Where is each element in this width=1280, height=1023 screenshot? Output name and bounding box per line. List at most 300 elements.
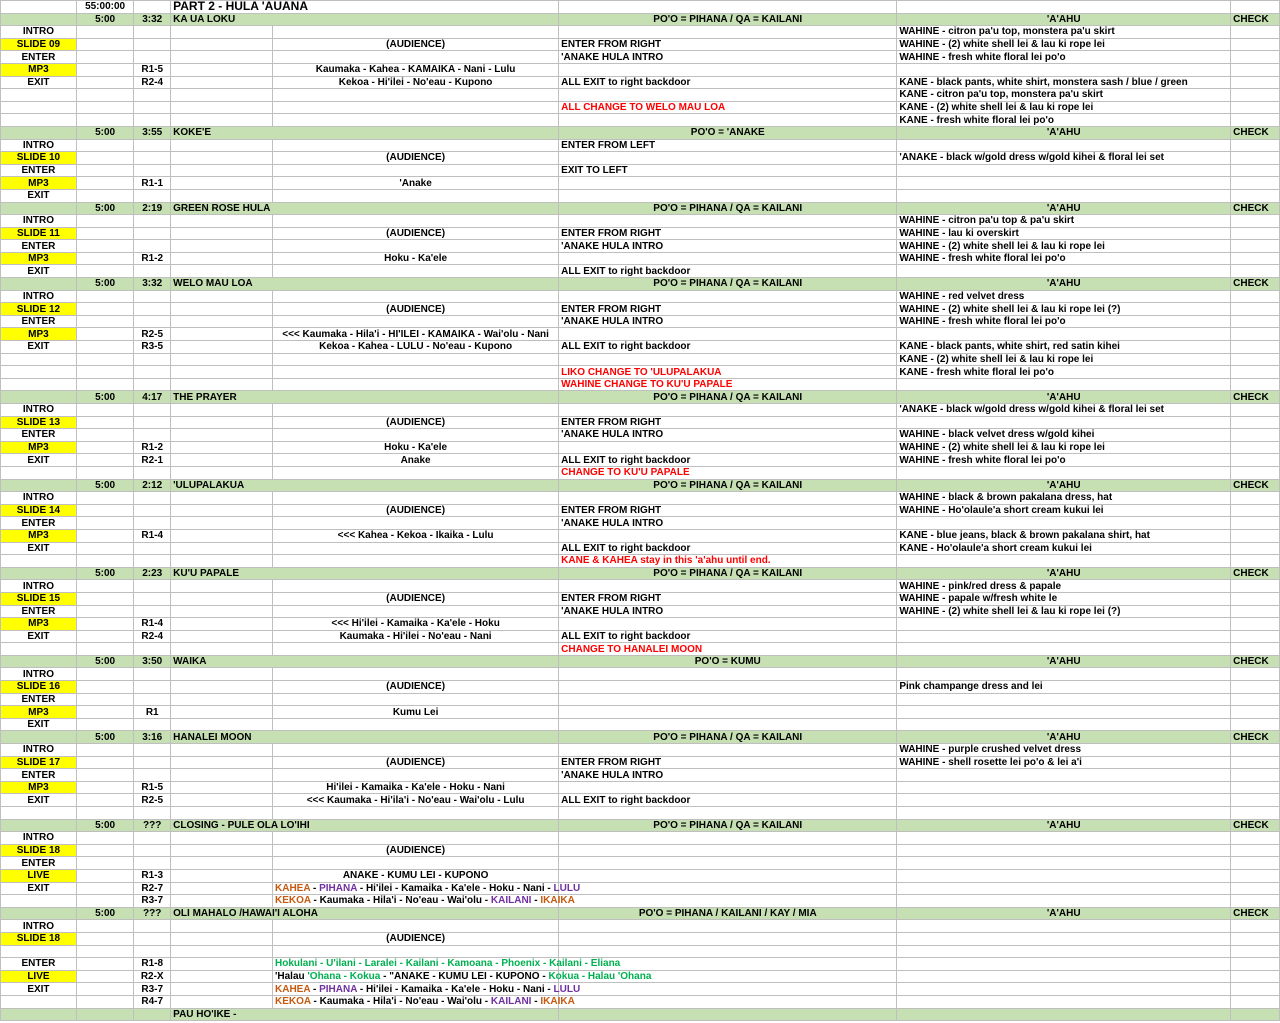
cell[interactable] bbox=[171, 807, 273, 820]
time-cell[interactable]: R4-7 bbox=[134, 995, 171, 1008]
costume-cell[interactable]: 'A'AHU bbox=[897, 391, 1231, 404]
dancers-cell[interactable] bbox=[273, 89, 559, 102]
check-cell[interactable] bbox=[1231, 529, 1280, 542]
stage-notes-cell[interactable] bbox=[559, 353, 897, 366]
costume-cell[interactable]: KANE - black pants, white shirt, monstera sash / blue / green bbox=[897, 76, 1231, 89]
costume-cell[interactable]: KANE - citron pa'u top, monstera pa'u skirt bbox=[897, 89, 1231, 102]
costume-cell[interactable] bbox=[897, 630, 1231, 643]
stage-notes-cell[interactable]: PO'O = PIHANA / KAILANI / KAY / MIA bbox=[559, 907, 897, 920]
costume-cell[interactable]: KANE - fresh white floral lei po'o bbox=[897, 366, 1231, 379]
stage-notes-cell[interactable]: PO'O = PIHANA / QA = KAILANI bbox=[559, 479, 897, 492]
cell[interactable] bbox=[171, 958, 273, 971]
cell[interactable] bbox=[171, 592, 273, 605]
check-cell[interactable] bbox=[1231, 227, 1280, 240]
cell[interactable] bbox=[171, 869, 273, 882]
stage-notes-cell[interactable]: PO'O = PIHANA / QA = KAILANI bbox=[559, 567, 897, 580]
cell[interactable] bbox=[171, 983, 273, 996]
cell[interactable] bbox=[171, 492, 273, 505]
check-cell[interactable] bbox=[1231, 920, 1280, 933]
time-cell[interactable]: R2-5 bbox=[134, 328, 171, 341]
stage-notes-cell[interactable]: ENTER FROM RIGHT bbox=[559, 227, 897, 240]
check-cell[interactable] bbox=[1231, 466, 1280, 479]
time-cell[interactable] bbox=[134, 769, 171, 782]
dancers-cell[interactable]: Kaumaka - Hi'ilei - No'eau - Nani bbox=[273, 630, 559, 643]
check-cell[interactable] bbox=[1231, 63, 1280, 76]
cell[interactable] bbox=[171, 529, 273, 542]
time-cell[interactable] bbox=[134, 693, 171, 706]
time-cell[interactable] bbox=[134, 114, 171, 127]
cue-cell[interactable]: INTRO bbox=[1, 832, 77, 845]
check-cell[interactable] bbox=[1231, 832, 1280, 845]
cell[interactable] bbox=[171, 630, 273, 643]
cell[interactable] bbox=[171, 857, 273, 870]
cell[interactable] bbox=[171, 265, 273, 278]
time-cell[interactable]: R1-3 bbox=[134, 869, 171, 882]
time-cell[interactable] bbox=[134, 26, 171, 39]
cell[interactable] bbox=[171, 177, 273, 190]
cue-cell[interactable] bbox=[1, 995, 77, 1008]
duration-cell[interactable] bbox=[76, 580, 133, 593]
cue-cell[interactable]: EXIT bbox=[1, 265, 77, 278]
check-cell[interactable] bbox=[1231, 366, 1280, 379]
duration-cell[interactable] bbox=[76, 517, 133, 530]
cell[interactable] bbox=[171, 945, 273, 958]
duration-cell[interactable] bbox=[76, 693, 133, 706]
cue-cell[interactable]: INTRO bbox=[1, 580, 77, 593]
costume-cell[interactable] bbox=[897, 643, 1231, 656]
check-cell[interactable]: CHECK bbox=[1231, 126, 1280, 139]
cue-cell[interactable]: EXIT bbox=[1, 189, 77, 202]
cell[interactable] bbox=[171, 454, 273, 467]
cue-cell[interactable]: ENTER bbox=[1, 164, 77, 177]
costume-cell[interactable]: WAHINE - (2) white shell lei & lau ki rope lei (?) bbox=[897, 303, 1231, 316]
duration-cell[interactable] bbox=[76, 38, 133, 51]
costume-cell[interactable]: WAHINE - fresh white floral lei po'o bbox=[897, 51, 1231, 64]
duration-cell[interactable]: 5:00 bbox=[76, 13, 133, 26]
duration-cell[interactable] bbox=[76, 63, 133, 76]
stage-notes-cell[interactable]: ALL CHANGE TO WELO MAU LOA bbox=[559, 101, 897, 114]
dancers-cell[interactable]: <<< Kaumaka - Hi'ila'i - No'eau - Wai'olu - Lulu bbox=[273, 794, 559, 807]
cell[interactable] bbox=[171, 164, 273, 177]
time-cell[interactable]: R2-4 bbox=[134, 630, 171, 643]
cell[interactable] bbox=[171, 26, 273, 39]
dancers-cell[interactable]: (AUDIENCE) bbox=[273, 303, 559, 316]
check-cell[interactable] bbox=[1231, 970, 1280, 983]
stage-notes-cell[interactable] bbox=[559, 114, 897, 127]
duration-cell[interactable] bbox=[76, 592, 133, 605]
duration-cell[interactable] bbox=[76, 114, 133, 127]
song-title-cell[interactable]: KA UA LOKU bbox=[171, 13, 559, 26]
stage-notes-cell[interactable]: ENTER FROM RIGHT bbox=[559, 592, 897, 605]
stage-notes-cell[interactable]: ALL EXIT to right backdoor bbox=[559, 454, 897, 467]
cell[interactable] bbox=[171, 756, 273, 769]
costume-cell[interactable]: 'A'AHU bbox=[897, 202, 1231, 215]
dancers-cell[interactable]: (AUDIENCE) bbox=[273, 932, 559, 945]
cue-cell[interactable] bbox=[1, 378, 77, 391]
duration-cell[interactable] bbox=[76, 756, 133, 769]
costume-cell[interactable] bbox=[897, 177, 1231, 190]
time-cell[interactable]: R3-7 bbox=[134, 895, 171, 908]
time-cell[interactable] bbox=[134, 240, 171, 253]
check-cell[interactable] bbox=[1231, 542, 1280, 555]
check-cell[interactable] bbox=[1231, 290, 1280, 303]
check-cell[interactable] bbox=[1231, 504, 1280, 517]
costume-cell[interactable]: 'A'AHU bbox=[897, 819, 1231, 832]
dancers-cell[interactable] bbox=[273, 970, 652, 983]
stage-notes-cell[interactable] bbox=[559, 492, 897, 505]
time-cell[interactable]: 4:17 bbox=[134, 391, 171, 404]
stage-notes-cell[interactable]: ENTER FROM RIGHT bbox=[559, 756, 897, 769]
stage-notes-cell[interactable]: ALL EXIT to right backdoor bbox=[559, 341, 897, 354]
duration-cell[interactable] bbox=[76, 718, 133, 731]
duration-cell[interactable] bbox=[76, 189, 133, 202]
part-title[interactable]: PART 2 - HULA 'AUANA bbox=[171, 1, 559, 14]
dancers-cell[interactable] bbox=[273, 920, 559, 933]
check-cell[interactable] bbox=[1231, 794, 1280, 807]
cue-cell[interactable]: SLIDE 10 bbox=[1, 152, 77, 165]
dancers-cell[interactable] bbox=[273, 769, 559, 782]
stage-notes-cell[interactable] bbox=[559, 832, 897, 845]
cue-cell[interactable]: MP3 bbox=[1, 63, 77, 76]
check-cell[interactable] bbox=[1231, 441, 1280, 454]
cue-cell[interactable]: MP3 bbox=[1, 706, 77, 719]
cue-cell[interactable]: LIVE bbox=[1, 869, 77, 882]
stage-notes-cell[interactable]: PO'O = PIHANA / QA = KAILANI bbox=[559, 391, 897, 404]
duration-cell[interactable] bbox=[76, 882, 133, 895]
cell[interactable] bbox=[171, 466, 273, 479]
costume-cell[interactable]: WAHINE - (2) white shell lei & lau ki rope lei bbox=[897, 38, 1231, 51]
costume-cell[interactable]: WAHINE - black velvet dress w/gold kihei bbox=[897, 429, 1231, 442]
stage-notes-cell[interactable]: ALL EXIT to right backdoor bbox=[559, 542, 897, 555]
costume-cell[interactable]: WAHINE - (2) white shell lei & lau ki rope lei bbox=[897, 240, 1231, 253]
check-cell[interactable] bbox=[1231, 139, 1280, 152]
cue-cell[interactable] bbox=[1, 895, 77, 908]
cell[interactable] bbox=[171, 378, 273, 391]
cue-cell[interactable] bbox=[1, 366, 77, 379]
time-cell[interactable]: R3-5 bbox=[134, 341, 171, 354]
time-cell[interactable]: R2-4 bbox=[134, 76, 171, 89]
cell[interactable] bbox=[171, 366, 273, 379]
cue-cell[interactable]: INTRO bbox=[1, 668, 77, 681]
duration-cell[interactable] bbox=[76, 555, 133, 568]
check-cell[interactable] bbox=[1231, 580, 1280, 593]
cue-cell[interactable] bbox=[1, 126, 77, 139]
time-cell[interactable] bbox=[134, 303, 171, 316]
duration-cell[interactable] bbox=[76, 744, 133, 757]
stage-notes-cell[interactable] bbox=[559, 441, 897, 454]
dancers-cell[interactable] bbox=[273, 353, 559, 366]
stage-notes-cell[interactable] bbox=[559, 580, 897, 593]
check-cell[interactable] bbox=[1231, 240, 1280, 253]
dancers-cell[interactable] bbox=[273, 466, 559, 479]
check-cell[interactable] bbox=[1231, 643, 1280, 656]
time-cell[interactable] bbox=[134, 592, 171, 605]
cue-cell[interactable] bbox=[1, 13, 77, 26]
cue-cell[interactable]: INTRO bbox=[1, 920, 77, 933]
costume-cell[interactable] bbox=[897, 706, 1231, 719]
time-cell[interactable]: R1-5 bbox=[134, 63, 171, 76]
stage-notes-cell[interactable]: PO'O = PIHANA / QA = KAILANI bbox=[559, 13, 897, 26]
check-cell[interactable] bbox=[1231, 404, 1280, 417]
cue-cell[interactable] bbox=[1, 655, 77, 668]
time-cell[interactable]: 3:32 bbox=[134, 13, 171, 26]
time-cell[interactable] bbox=[134, 580, 171, 593]
check-cell[interactable] bbox=[1231, 807, 1280, 820]
stage-notes-cell[interactable] bbox=[559, 895, 897, 908]
costume-cell[interactable]: 'A'AHU bbox=[897, 126, 1231, 139]
cell[interactable] bbox=[171, 693, 273, 706]
duration-cell[interactable] bbox=[76, 844, 133, 857]
costume-cell[interactable]: 'A'AHU bbox=[897, 567, 1231, 580]
costume-cell[interactable]: 'A'AHU bbox=[897, 731, 1231, 744]
stage-notes-cell[interactable]: ALL EXIT to right backdoor bbox=[559, 630, 897, 643]
cue-cell[interactable]: SLIDE 15 bbox=[1, 592, 77, 605]
song-title-cell[interactable]: HANALEI MOON bbox=[171, 731, 559, 744]
cue-cell[interactable]: SLIDE 13 bbox=[1, 416, 77, 429]
cue-cell[interactable] bbox=[1, 807, 77, 820]
cue-cell[interactable]: MP3 bbox=[1, 177, 77, 190]
time-cell[interactable] bbox=[134, 51, 171, 64]
time-cell[interactable]: R1 bbox=[134, 706, 171, 719]
dancers-cell[interactable] bbox=[273, 315, 559, 328]
duration-cell[interactable] bbox=[76, 416, 133, 429]
cell[interactable] bbox=[171, 517, 273, 530]
dancers-cell[interactable] bbox=[273, 882, 581, 895]
dancers-cell[interactable] bbox=[273, 139, 559, 152]
check-cell[interactable] bbox=[1231, 718, 1280, 731]
dancers-cell[interactable]: (AUDIENCE) bbox=[273, 592, 559, 605]
stage-notes-cell[interactable]: ALL EXIT to right backdoor bbox=[559, 265, 897, 278]
cue-cell[interactable]: INTRO bbox=[1, 26, 77, 39]
costume-cell[interactable]: WAHINE - shell rosette lei po'o & lei a'i bbox=[897, 756, 1231, 769]
cue-cell[interactable]: EXIT bbox=[1, 76, 77, 89]
costume-cell[interactable] bbox=[897, 945, 1231, 958]
cell[interactable] bbox=[171, 882, 273, 895]
check-cell[interactable]: CHECK bbox=[1231, 202, 1280, 215]
time-cell[interactable]: 2:23 bbox=[134, 567, 171, 580]
check-cell[interactable] bbox=[1231, 189, 1280, 202]
stage-notes-cell[interactable] bbox=[559, 882, 897, 895]
time-cell[interactable] bbox=[134, 152, 171, 165]
song-title-cell[interactable]: 'ULUPALAKUA bbox=[171, 479, 559, 492]
cell[interactable] bbox=[134, 1, 171, 14]
costume-cell[interactable]: 'A'AHU bbox=[897, 907, 1231, 920]
cue-cell[interactable] bbox=[1, 114, 77, 127]
check-cell[interactable] bbox=[1231, 492, 1280, 505]
costume-cell[interactable]: WAHINE - (2) white shell lei & lau ki rope lei (?) bbox=[897, 605, 1231, 618]
dancers-cell[interactable]: (AUDIENCE) bbox=[273, 38, 559, 51]
costume-cell[interactable]: KANE - Ho'olaule'a short cream kukui lei bbox=[897, 542, 1231, 555]
check-cell[interactable] bbox=[1231, 89, 1280, 102]
duration-cell[interactable] bbox=[76, 454, 133, 467]
check-cell[interactable]: CHECK bbox=[1231, 819, 1280, 832]
cue-cell[interactable]: SLIDE 16 bbox=[1, 681, 77, 694]
costume-cell[interactable] bbox=[897, 920, 1231, 933]
cue-cell[interactable] bbox=[1, 101, 77, 114]
dancers-cell[interactable]: (AUDIENCE) bbox=[273, 756, 559, 769]
duration-cell[interactable] bbox=[76, 152, 133, 165]
time-cell[interactable]: R2-1 bbox=[134, 454, 171, 467]
cue-cell[interactable]: INTRO bbox=[1, 744, 77, 757]
cell[interactable] bbox=[171, 504, 273, 517]
cell[interactable] bbox=[559, 1, 897, 14]
dancers-cell[interactable] bbox=[273, 215, 559, 228]
costume-cell[interactable]: KANE - (2) white shell lei & lau ki rope lei bbox=[897, 101, 1231, 114]
stage-notes-cell[interactable]: 'ANAKE HULA INTRO bbox=[559, 51, 897, 64]
costume-cell[interactable]: 'A'AHU bbox=[897, 479, 1231, 492]
stage-notes-cell[interactable]: ENTER FROM LEFT bbox=[559, 139, 897, 152]
stage-notes-cell[interactable] bbox=[559, 869, 897, 882]
cell[interactable] bbox=[171, 315, 273, 328]
cue-cell[interactable]: MP3 bbox=[1, 252, 77, 265]
duration-cell[interactable] bbox=[76, 769, 133, 782]
check-cell[interactable] bbox=[1231, 895, 1280, 908]
dancers-cell[interactable]: (AUDIENCE) bbox=[273, 844, 559, 857]
dancers-cell[interactable]: Kumu Lei bbox=[273, 706, 559, 719]
cue-cell[interactable]: SLIDE 18 bbox=[1, 932, 77, 945]
time-cell[interactable]: ??? bbox=[134, 907, 171, 920]
cue-cell[interactable]: INTRO bbox=[1, 215, 77, 228]
song-title-cell[interactable]: CLOSING - PULE OLA LO'IHI bbox=[171, 819, 559, 832]
dancers-cell[interactable] bbox=[273, 366, 559, 379]
cue-cell[interactable]: ENTER bbox=[1, 240, 77, 253]
time-cell[interactable]: 3:50 bbox=[134, 655, 171, 668]
time-cell[interactable] bbox=[134, 744, 171, 757]
duration-cell[interactable] bbox=[76, 983, 133, 996]
stage-notes-cell[interactable]: PO'O = PIHANA / QA = KAILANI bbox=[559, 278, 897, 291]
duration-cell[interactable] bbox=[76, 51, 133, 64]
duration-cell[interactable] bbox=[76, 605, 133, 618]
stage-notes-cell[interactable] bbox=[559, 290, 897, 303]
check-cell[interactable] bbox=[1231, 114, 1280, 127]
dancers-cell[interactable] bbox=[273, 492, 559, 505]
cue-cell[interactable] bbox=[1, 202, 77, 215]
cell[interactable] bbox=[171, 227, 273, 240]
stage-notes-cell[interactable]: ALL EXIT to right backdoor bbox=[559, 76, 897, 89]
stage-notes-cell[interactable] bbox=[559, 89, 897, 102]
stage-notes-cell[interactable] bbox=[559, 177, 897, 190]
costume-cell[interactable] bbox=[897, 693, 1231, 706]
cue-cell[interactable]: EXIT bbox=[1, 983, 77, 996]
check-cell[interactable] bbox=[1231, 618, 1280, 631]
check-cell[interactable] bbox=[1231, 454, 1280, 467]
stage-notes-cell[interactable] bbox=[559, 857, 897, 870]
dancers-cell[interactable]: Kaumaka - Kahea - KAMAIKA - Nani - Lulu bbox=[273, 63, 559, 76]
stage-notes-cell[interactable]: 'ANAKE HULA INTRO bbox=[559, 240, 897, 253]
check-cell[interactable] bbox=[1231, 51, 1280, 64]
time-cell[interactable] bbox=[134, 517, 171, 530]
check-cell[interactable] bbox=[1231, 315, 1280, 328]
cell[interactable] bbox=[171, 769, 273, 782]
cell[interactable] bbox=[171, 416, 273, 429]
check-cell[interactable] bbox=[1231, 517, 1280, 530]
costume-cell[interactable] bbox=[897, 189, 1231, 202]
cell[interactable] bbox=[171, 89, 273, 102]
costume-cell[interactable]: WAHINE - fresh white floral lei po'o bbox=[897, 252, 1231, 265]
costume-cell[interactable]: WAHINE - purple crushed velvet dress bbox=[897, 744, 1231, 757]
cell[interactable] bbox=[1, 1, 77, 14]
stage-notes-cell[interactable]: PO'O = PIHANA / QA = KAILANI bbox=[559, 819, 897, 832]
costume-cell[interactable] bbox=[897, 466, 1231, 479]
time-cell[interactable] bbox=[134, 920, 171, 933]
check-cell[interactable] bbox=[1231, 882, 1280, 895]
song-title-cell[interactable]: KU'U PAPALE bbox=[171, 567, 559, 580]
costume-cell[interactable]: WAHINE - fresh white floral lei po'o bbox=[897, 315, 1231, 328]
dancers-cell[interactable]: (AUDIENCE) bbox=[273, 227, 559, 240]
stage-notes-cell[interactable]: WAHINE CHANGE TO KU'U PAPALE bbox=[559, 378, 897, 391]
cell[interactable] bbox=[897, 1, 1231, 14]
check-cell[interactable] bbox=[1231, 769, 1280, 782]
cell[interactable] bbox=[171, 76, 273, 89]
stage-notes-cell[interactable]: CHANGE TO HANALEI MOON bbox=[559, 643, 897, 656]
stage-notes-cell[interactable] bbox=[559, 693, 897, 706]
duration-cell[interactable] bbox=[76, 315, 133, 328]
dancers-cell[interactable] bbox=[273, 693, 559, 706]
check-cell[interactable] bbox=[1231, 76, 1280, 89]
check-cell[interactable]: CHECK bbox=[1231, 731, 1280, 744]
check-cell[interactable] bbox=[1231, 983, 1280, 996]
cue-cell[interactable] bbox=[1, 643, 77, 656]
cue-cell[interactable]: EXIT bbox=[1, 718, 77, 731]
cell[interactable] bbox=[171, 114, 273, 127]
cue-cell[interactable]: SLIDE 09 bbox=[1, 38, 77, 51]
cue-cell[interactable]: MP3 bbox=[1, 618, 77, 631]
costume-cell[interactable]: KANE - (2) white shell lei & lau ki rope lei bbox=[897, 353, 1231, 366]
check-cell[interactable] bbox=[1231, 744, 1280, 757]
stage-notes-cell[interactable] bbox=[559, 932, 897, 945]
costume-cell[interactable]: WAHINE - (2) white shell lei & lau ki rope lei bbox=[897, 441, 1231, 454]
cell[interactable] bbox=[171, 706, 273, 719]
cue-cell[interactable]: ENTER bbox=[1, 605, 77, 618]
cue-cell[interactable] bbox=[1, 555, 77, 568]
duration-cell[interactable] bbox=[76, 932, 133, 945]
time-cell[interactable] bbox=[134, 1008, 171, 1021]
duration-cell[interactable] bbox=[76, 164, 133, 177]
stage-notes-cell[interactable]: KANE & KAHEA stay in this 'a'ahu until end. bbox=[559, 555, 897, 568]
dancers-cell[interactable]: ANAKE - KUMU LEI - KUPONO bbox=[273, 869, 559, 882]
time-cell[interactable] bbox=[134, 38, 171, 51]
time-cell[interactable] bbox=[134, 404, 171, 417]
costume-cell[interactable]: KANE - fresh white floral lei po'o bbox=[897, 114, 1231, 127]
check-cell[interactable] bbox=[1231, 869, 1280, 882]
stage-notes-cell[interactable]: PO'O = KUMU bbox=[559, 655, 897, 668]
cell[interactable] bbox=[171, 189, 273, 202]
duration-cell[interactable] bbox=[76, 681, 133, 694]
dancers-cell[interactable] bbox=[273, 718, 559, 731]
time-cell[interactable] bbox=[134, 756, 171, 769]
stage-notes-cell[interactable]: ENTER FROM RIGHT bbox=[559, 303, 897, 316]
cue-cell[interactable] bbox=[1, 819, 77, 832]
costume-cell[interactable] bbox=[897, 995, 1231, 1008]
cell[interactable] bbox=[171, 63, 273, 76]
cell[interactable] bbox=[171, 643, 273, 656]
cue-cell[interactable]: EXIT bbox=[1, 542, 77, 555]
check-cell[interactable]: CHECK bbox=[1231, 13, 1280, 26]
total-time-cell[interactable]: 55:00:00 bbox=[76, 1, 133, 14]
duration-cell[interactable] bbox=[76, 215, 133, 228]
stage-notes-cell[interactable] bbox=[559, 844, 897, 857]
cell[interactable] bbox=[171, 38, 273, 51]
duration-cell[interactable] bbox=[76, 895, 133, 908]
costume-cell[interactable]: WAHINE - papale w/fresh white le bbox=[897, 592, 1231, 605]
duration-cell[interactable] bbox=[76, 492, 133, 505]
time-cell[interactable] bbox=[134, 681, 171, 694]
stage-notes-cell[interactable] bbox=[559, 718, 897, 731]
time-cell[interactable]: 2:19 bbox=[134, 202, 171, 215]
dancers-cell[interactable] bbox=[273, 189, 559, 202]
cell[interactable] bbox=[171, 328, 273, 341]
duration-cell[interactable]: 5:00 bbox=[76, 479, 133, 492]
